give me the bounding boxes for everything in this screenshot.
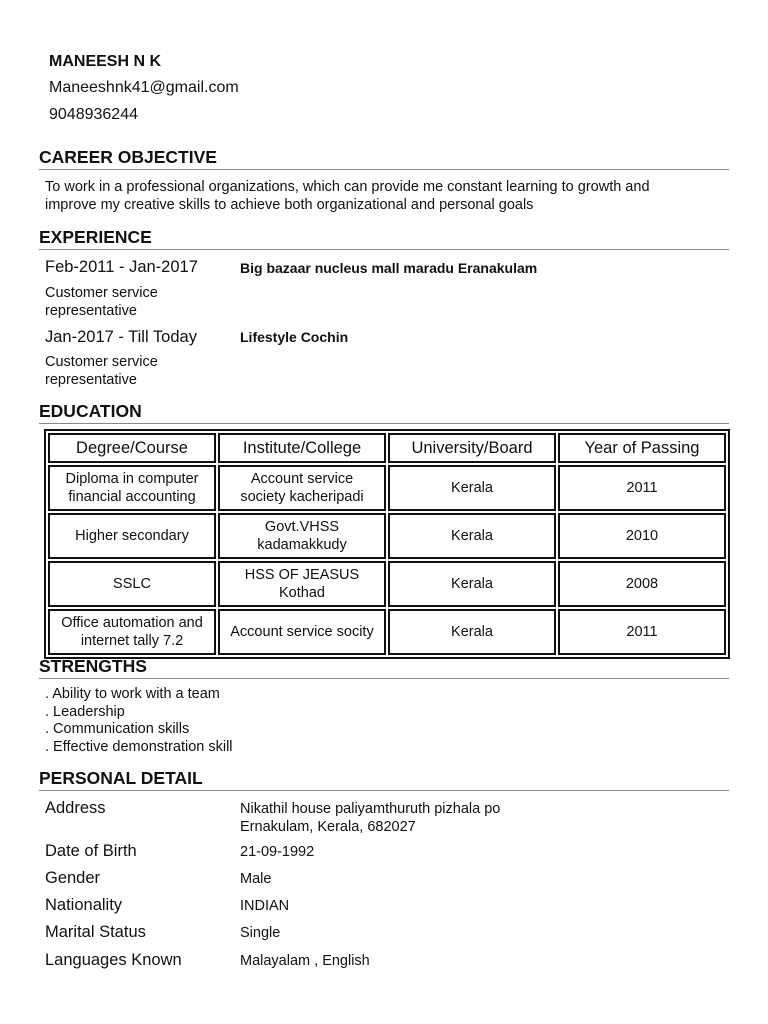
experience-role-line: Customer service	[45, 354, 158, 370]
experience-heading: EXPERIENCE	[39, 226, 729, 250]
address-line: Ernakulam, Kerala, 682027	[240, 819, 416, 835]
education-table	[44, 429, 730, 659]
marital-status-label: Marital Status	[45, 923, 146, 941]
phone-number: 9048936244	[49, 106, 138, 123]
experience-role-line: representative	[45, 372, 137, 388]
column-header: Degree/Course	[48, 433, 216, 463]
column-header: University/Board	[388, 433, 556, 463]
marital-status-value: Single	[240, 925, 281, 941]
course-line: Office automation and	[61, 615, 203, 631]
nationality-label: Nationality	[45, 896, 123, 914]
strengths-list	[45, 686, 233, 756]
year-cell: 2011	[558, 609, 726, 655]
table-row	[48, 609, 726, 655]
experience-role-line: representative	[45, 303, 137, 319]
course-cell	[48, 561, 216, 607]
list-item: . Effective demonstration skill	[45, 738, 233, 755]
institute-cell	[218, 561, 386, 607]
institute-line: Account service socity	[230, 624, 374, 640]
education-heading: EDUCATION	[39, 400, 729, 424]
column-header: Institute/College	[218, 433, 386, 463]
strengths-heading: STRENGTHS	[39, 655, 729, 679]
list-item: . Leadership	[45, 703, 125, 720]
career-objective-line: improve my creative skills to achieve both organizational and personal goals	[45, 197, 534, 213]
experience-dates: Jan-2017 - Till Today	[45, 328, 197, 346]
institute-line: Account service	[250, 471, 354, 487]
board-cell: Kerala	[388, 561, 556, 607]
institute-line: Govt.VHSS	[264, 519, 340, 535]
languages-label: Languages Known	[45, 951, 182, 969]
course-line: SSLC	[113, 576, 151, 592]
institute-line: HSS OF JEASUS	[244, 567, 360, 583]
column-header: Year of Passing	[558, 433, 726, 463]
nationality-value: INDIAN	[240, 898, 290, 914]
languages-value: Malayalam , English	[240, 953, 370, 969]
institute-line: society kacheripadi	[240, 489, 364, 505]
course-line: internet tally 7.2	[80, 633, 184, 649]
candidate-name: MANEESH N K	[49, 53, 162, 70]
gender-value: Male	[240, 871, 272, 887]
year-cell: 2011	[558, 465, 726, 511]
experience-role	[45, 353, 215, 389]
dob-value: 21-09-1992	[240, 844, 315, 860]
resume-header	[49, 50, 239, 128]
institute-cell	[218, 513, 386, 559]
course-line: Higher secondary	[75, 528, 189, 544]
table-row	[48, 465, 726, 511]
board-cell: Kerala	[388, 513, 556, 559]
table-row	[48, 513, 726, 559]
personal-detail-heading: PERSONAL DETAIL	[39, 767, 729, 791]
address-line: Nikathil house paliyamthuruth pizhala po	[240, 801, 501, 817]
career-objective-heading: CAREER OBJECTIVE	[39, 146, 729, 170]
experience-role	[45, 284, 215, 320]
address-value	[240, 800, 500, 836]
institute-line: kadamakkudy	[257, 537, 347, 553]
institute-cell	[218, 465, 386, 511]
dob-label: Date of Birth	[45, 842, 137, 860]
gender-label: Gender	[45, 869, 101, 887]
table-row	[48, 561, 726, 607]
experience-organization: Big bazaar nucleus mall maradu Eranakulam	[240, 260, 538, 276]
institute-line: Kothad	[279, 585, 325, 601]
email-address: Maneeshnk41@gmail.com	[49, 79, 239, 96]
year-cell: 2008	[558, 561, 726, 607]
board-cell: Kerala	[388, 465, 556, 511]
career-objective-text	[45, 178, 735, 214]
course-cell	[48, 513, 216, 559]
course-line: financial accounting	[68, 489, 196, 505]
experience-role-line: Customer service	[45, 285, 158, 301]
course-cell	[48, 609, 216, 655]
board-cell: Kerala	[388, 609, 556, 655]
experience-organization: Lifestyle Cochin	[240, 329, 349, 345]
experience-dates: Feb-2011 - Jan-2017	[45, 258, 198, 276]
career-objective-line: To work in a professional organizations, which can provide me constant learning to growth and	[45, 179, 650, 195]
address-label: Address	[45, 799, 106, 817]
education-header-row	[48, 433, 726, 463]
course-cell	[48, 465, 216, 511]
list-item: . Ability to work with a team	[45, 686, 220, 702]
course-line: Diploma in computer	[65, 471, 199, 487]
list-item: . Communication skills	[45, 721, 190, 737]
institute-cell	[218, 609, 386, 655]
year-cell: 2010	[558, 513, 726, 559]
